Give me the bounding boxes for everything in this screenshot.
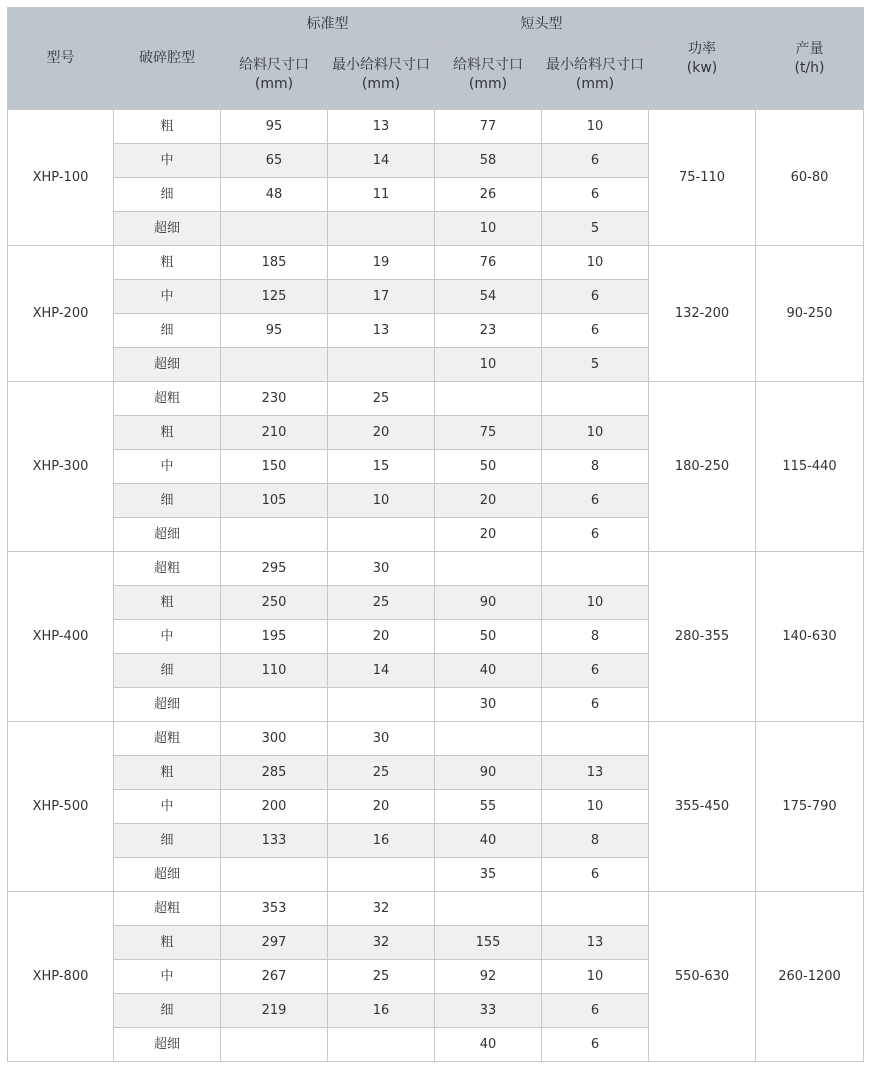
sh-feed-cell: 33 [435,994,542,1028]
cavity-cell: 细 [114,654,221,688]
header-standard: 标准型 [221,8,435,41]
std-feed-cell: 95 [221,314,328,348]
sh-min-cell: 6 [542,314,649,348]
std-feed-cell: 285 [221,756,328,790]
capacity-cell: 90-250 [756,246,864,382]
power-cell: 550-630 [649,892,756,1062]
sh-feed-cell: 50 [435,620,542,654]
std-min-cell: 14 [328,144,435,178]
sh-min-cell: 6 [542,654,649,688]
std-min-cell: 25 [328,960,435,994]
model-cell: XHP-300 [8,382,114,552]
sh-feed-cell [435,382,542,416]
std-min-cell [328,1028,435,1062]
sh-min-cell: 8 [542,450,649,484]
sh-min-cell: 6 [542,858,649,892]
spec-table [7,7,864,1062]
header-sh-min-unit: (mm) [575,76,615,92]
sh-feed-cell: 23 [435,314,542,348]
header-sh-min-label: 最小给料尺寸口 [546,57,644,73]
std-feed-cell: 230 [221,382,328,416]
capacity-cell: 60-80 [756,110,864,246]
header-sh-feed [435,41,542,110]
std-feed-cell: 65 [221,144,328,178]
std-min-cell: 10 [328,484,435,518]
header-power [649,8,756,110]
model-group [8,246,864,382]
std-feed-cell: 105 [221,484,328,518]
header-sh-feed-label: 给料尺寸口 [453,57,523,73]
model-cell: XHP-500 [8,722,114,892]
cavity-cell: 细 [114,484,221,518]
std-min-cell: 17 [328,280,435,314]
cavity-cell: 粗 [114,756,221,790]
sh-feed-cell: 20 [435,518,542,552]
cavity-cell: 超粗 [114,552,221,586]
cavity-cell: 超粗 [114,382,221,416]
std-feed-cell [221,688,328,722]
std-min-cell: 25 [328,586,435,620]
std-feed-cell: 195 [221,620,328,654]
header-cavity: 破碎腔型 [114,8,221,110]
sh-feed-cell: 35 [435,858,542,892]
power-cell: 355-450 [649,722,756,892]
std-min-cell: 32 [328,926,435,960]
header-capacity-unit: (t/h) [794,59,825,76]
sh-min-cell: 8 [542,824,649,858]
std-min-cell: 30 [328,552,435,586]
cavity-cell: 中 [114,144,221,178]
std-min-cell: 25 [328,382,435,416]
cavity-cell: 细 [114,178,221,212]
header-short-head: 短头型 [435,8,649,41]
std-min-cell: 32 [328,892,435,926]
sh-feed-cell [435,722,542,756]
cavity-cell: 超细 [114,518,221,552]
header-power-unit: (kw) [686,59,718,76]
sh-min-cell: 6 [542,178,649,212]
cavity-cell: 中 [114,790,221,824]
cavity-cell: 超细 [114,348,221,382]
sh-feed-cell: 90 [435,586,542,620]
model-group [8,110,864,246]
power-cell: 180-250 [649,382,756,552]
sh-min-cell: 6 [542,144,649,178]
model-cell: XHP-200 [8,246,114,382]
sh-min-cell: 10 [542,790,649,824]
sh-feed-cell: 30 [435,688,542,722]
sh-feed-cell: 90 [435,756,542,790]
sh-feed-cell: 54 [435,280,542,314]
sh-min-cell [542,552,649,586]
sh-feed-cell: 40 [435,1028,542,1062]
sh-feed-cell: 10 [435,348,542,382]
std-feed-cell: 300 [221,722,328,756]
capacity-cell: 175-790 [756,722,864,892]
cavity-cell: 粗 [114,246,221,280]
table-row [8,246,864,280]
sh-feed-cell: 77 [435,110,542,144]
std-feed-cell: 219 [221,994,328,1028]
std-feed-cell: 150 [221,450,328,484]
cavity-cell: 中 [114,620,221,654]
cavity-cell: 超粗 [114,892,221,926]
model-group [8,722,864,892]
std-min-cell: 14 [328,654,435,688]
sh-feed-cell: 10 [435,212,542,246]
model-group [8,892,864,1062]
sh-feed-cell [435,552,542,586]
std-min-cell: 25 [328,756,435,790]
model-cell: XHP-400 [8,552,114,722]
cavity-cell: 超粗 [114,722,221,756]
std-feed-cell: 250 [221,586,328,620]
cavity-cell: 超细 [114,1028,221,1062]
cavity-cell: 粗 [114,926,221,960]
sh-min-cell: 6 [542,994,649,1028]
sh-feed-cell: 55 [435,790,542,824]
table-row [8,892,864,926]
cavity-cell: 超细 [114,688,221,722]
sh-min-cell: 10 [542,246,649,280]
std-feed-cell [221,518,328,552]
std-feed-cell: 200 [221,790,328,824]
std-min-cell: 11 [328,178,435,212]
std-min-cell [328,688,435,722]
std-min-cell: 30 [328,722,435,756]
cavity-cell: 粗 [114,110,221,144]
sh-min-cell: 13 [542,926,649,960]
sh-feed-cell [435,892,542,926]
sh-feed-cell: 50 [435,450,542,484]
spec-table-container [7,7,864,1062]
header-std-feed [221,41,328,110]
std-min-cell: 20 [328,416,435,450]
std-min-cell: 15 [328,450,435,484]
sh-feed-cell: 26 [435,178,542,212]
std-min-cell [328,858,435,892]
std-min-cell [328,212,435,246]
header-std-min-unit: (mm) [361,76,401,92]
std-min-cell: 16 [328,824,435,858]
sh-min-cell: 10 [542,110,649,144]
power-cell: 75-110 [649,110,756,246]
table-row [8,110,864,144]
std-min-cell: 13 [328,110,435,144]
sh-feed-cell: 58 [435,144,542,178]
std-feed-cell: 95 [221,110,328,144]
model-group [8,552,864,722]
cavity-cell: 细 [114,994,221,1028]
sh-min-cell: 6 [542,518,649,552]
header-std-feed-unit: (mm) [254,76,294,92]
std-min-cell: 20 [328,620,435,654]
header-sh-feed-unit: (mm) [468,76,508,92]
std-feed-cell [221,1028,328,1062]
sh-min-cell [542,382,649,416]
std-feed-cell: 125 [221,280,328,314]
header-model: 型号 [8,8,114,110]
header-capacity [756,8,864,110]
sh-min-cell: 10 [542,416,649,450]
std-min-cell: 20 [328,790,435,824]
std-feed-cell: 185 [221,246,328,280]
header-std-min-label: 最小给料尺寸口 [332,57,430,73]
std-feed-cell: 210 [221,416,328,450]
cavity-cell: 超细 [114,212,221,246]
model-cell: XHP-100 [8,110,114,246]
sh-min-cell: 6 [542,1028,649,1062]
table-header [8,8,864,110]
table-row [8,382,864,416]
std-feed-cell [221,858,328,892]
sh-feed-cell: 75 [435,416,542,450]
cavity-cell: 中 [114,960,221,994]
sh-min-cell: 6 [542,484,649,518]
cavity-cell: 粗 [114,586,221,620]
std-min-cell [328,518,435,552]
sh-feed-cell: 76 [435,246,542,280]
table-row [8,552,864,586]
sh-min-cell [542,892,649,926]
capacity-cell: 115-440 [756,382,864,552]
model-group [8,382,864,552]
sh-feed-cell: 40 [435,654,542,688]
sh-min-cell: 6 [542,688,649,722]
model-cell: XHP-800 [8,892,114,1062]
capacity-cell: 260-1200 [756,892,864,1062]
sh-feed-cell: 155 [435,926,542,960]
std-min-cell [328,348,435,382]
capacity-cell: 140-630 [756,552,864,722]
std-feed-cell: 133 [221,824,328,858]
std-feed-cell: 110 [221,654,328,688]
sh-min-cell: 13 [542,756,649,790]
header-std-feed-label: 给料尺寸口 [239,57,309,73]
sh-min-cell: 8 [542,620,649,654]
std-feed-cell [221,348,328,382]
std-min-cell: 19 [328,246,435,280]
cavity-cell: 细 [114,824,221,858]
sh-min-cell [542,722,649,756]
std-feed-cell: 353 [221,892,328,926]
header-power-label: 功率 [688,40,716,57]
header-sh-min [542,41,649,110]
std-feed-cell: 48 [221,178,328,212]
std-min-cell: 13 [328,314,435,348]
cavity-cell: 细 [114,314,221,348]
std-feed-cell: 267 [221,960,328,994]
sh-min-cell: 5 [542,212,649,246]
sh-feed-cell: 92 [435,960,542,994]
header-capacity-label: 产量 [795,40,824,57]
table-row [8,722,864,756]
cavity-cell: 粗 [114,416,221,450]
header-std-min [328,41,435,110]
sh-min-cell: 6 [542,280,649,314]
cavity-cell: 超细 [114,858,221,892]
sh-min-cell: 10 [542,586,649,620]
power-cell: 132-200 [649,246,756,382]
sh-min-cell: 10 [542,960,649,994]
std-feed-cell: 297 [221,926,328,960]
cavity-cell: 中 [114,450,221,484]
sh-feed-cell: 20 [435,484,542,518]
sh-min-cell: 5 [542,348,649,382]
std-min-cell: 16 [328,994,435,1028]
std-feed-cell: 295 [221,552,328,586]
sh-feed-cell: 40 [435,824,542,858]
cavity-cell: 中 [114,280,221,314]
power-cell: 280-355 [649,552,756,722]
std-feed-cell [221,212,328,246]
